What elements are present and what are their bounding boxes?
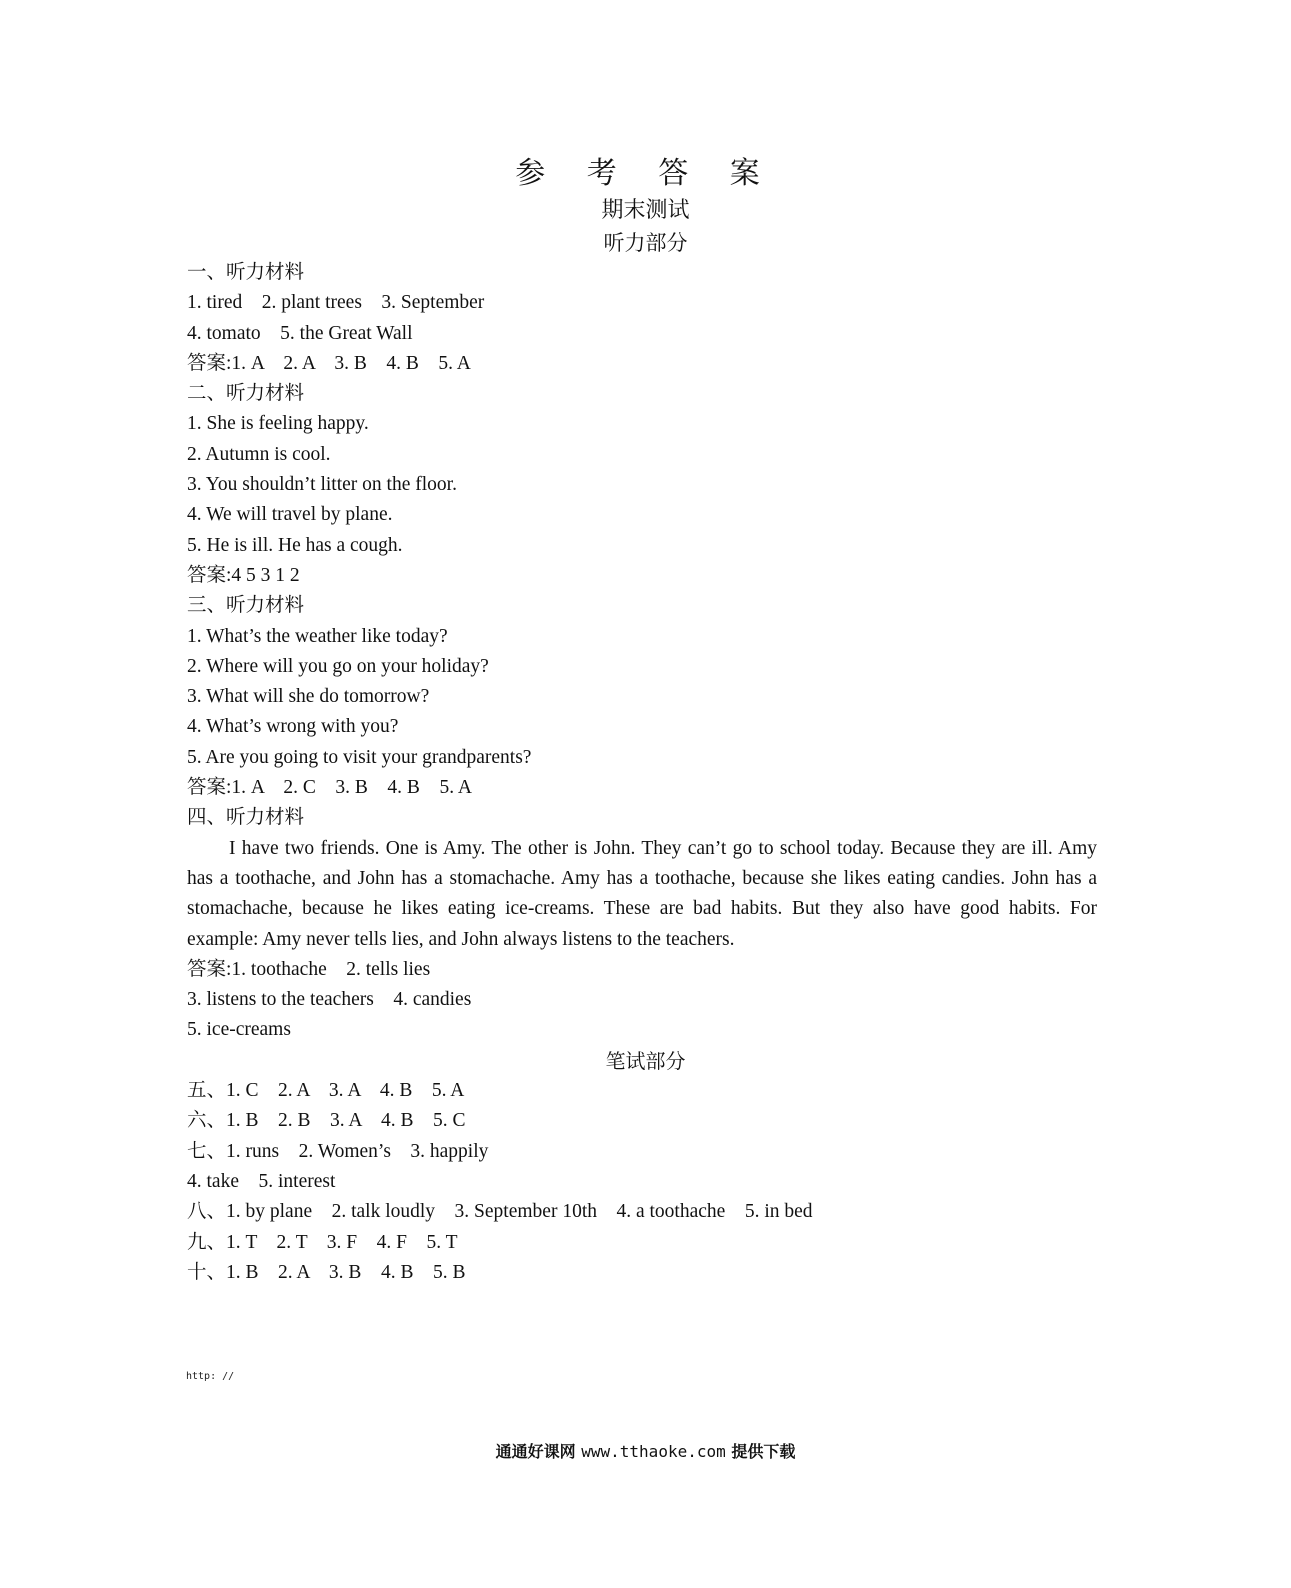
text-line: 2. Where will you go on your holiday? [187, 655, 489, 677]
text-line: 一、听力材料 [187, 262, 305, 283]
page-subtitle: 期末测试 [601, 198, 690, 223]
text-line: 七、1. runs 2. Women’s 3. happily [187, 1140, 489, 1162]
text-line: 5. Are you going to visit your grandparents? [187, 746, 532, 768]
text-line: 答案:1. A 2. C 3. B 4. B 5. A [187, 777, 472, 799]
text-line: 3. You shouldn’t litter on the floor. [187, 474, 457, 496]
url-text: http: // [186, 1371, 235, 1382]
text-line: 四、听力材料 [187, 807, 305, 829]
text-line: 答案:4 5 3 1 2 [187, 564, 300, 586]
text-line: 九、1. T 2. T 3. F 4. F 5. T [187, 1231, 458, 1253]
page-title: 参 考 答 案 [515, 156, 776, 191]
text-line: 答案:1. A 2. A 3. B 4. B 5. A [187, 352, 471, 374]
text-line: 六、1. B 2. B 3. A 4. B 5. C [187, 1110, 466, 1132]
text-line: 4. tomato 5. the Great Wall [187, 322, 413, 344]
text-line: 三、听力材料 [187, 595, 305, 617]
section-heading-written: 笔试部分 [605, 1048, 686, 1073]
text-line: 1. What’s the weather like today? [187, 625, 448, 647]
text-line: 5. ice-creams [187, 1019, 291, 1041]
footer-suffix: 提供下载 [731, 1442, 796, 1461]
listening-paragraph: I have two friends. One is Amy. The other is John. They can’t go to school today. Because they are ill. Amy has a toothache, and John has a stomachache. Amy has a toothache, because she likes eating candies. John has a stomachache, because he likes eating ice-creams. These are bad habits. But they also have good habits. For example: Amy never tells lies, and John always listens to the teachers. [187, 837, 1097, 950]
text-line: 十、1. B 2. A 3. B 4. B 5. B [187, 1261, 466, 1283]
footer [0, 1440, 1291, 1464]
text-line: 八、1. by plane 2. talk loudly 3. September 10th 4. a toothache 5. in bed [187, 1201, 813, 1223]
text-line: 4. take 5. interest [187, 1170, 336, 1192]
text-line: 2. Autumn is cool. [187, 443, 331, 465]
text-line: 3. listens to the teachers 4. candies [187, 989, 472, 1011]
answer-content [187, 258, 1097, 1288]
text-line: 五、1. C 2. A 3. A 4. B 5. A [187, 1080, 465, 1102]
text-line: 5. He is ill. He has a cough. [187, 534, 403, 556]
text-line: 3. What will she do tomorrow? [187, 686, 430, 708]
text-line: 4. We will travel by plane. [187, 504, 393, 526]
text-line: 二、听力材料 [187, 383, 305, 405]
footer-site-name: 通通好课网 [495, 1442, 576, 1461]
text-line: 答案:1. toothache 2. tells lies [187, 958, 431, 980]
text-line: 1. tired 2. plant trees 3. September [187, 292, 485, 314]
footer-site-url[interactable]: www.tthaoke.com [581, 1442, 726, 1461]
section-heading-listening: 听力部分 [603, 231, 688, 255]
text-line: 1. She is feeling happy. [187, 413, 369, 435]
text-line: 4. What’s wrong with you? [187, 716, 399, 738]
